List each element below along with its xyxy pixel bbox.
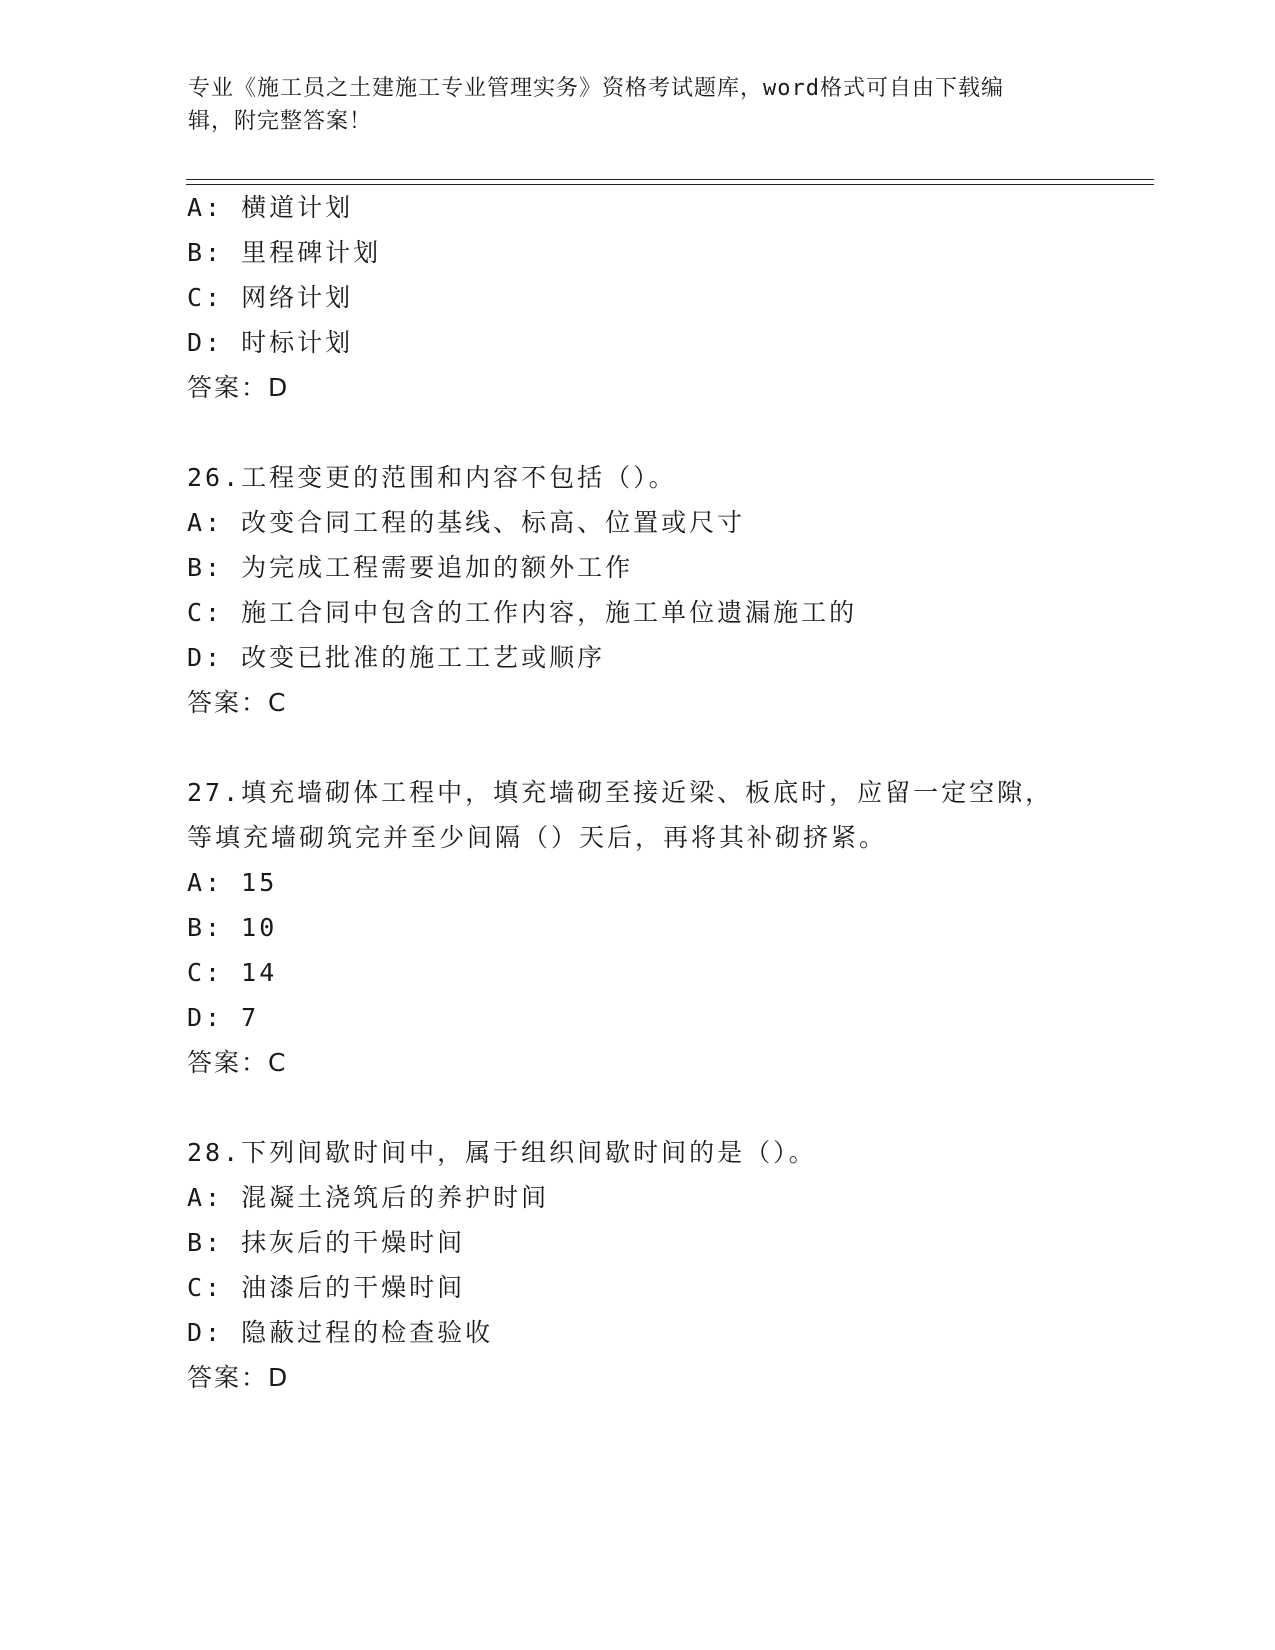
q26-option-c: C: 施工合同中包含的工作内容，施工单位遗漏施工的	[187, 598, 858, 627]
q26-option-b: B: 为完成工程需要追加的额外工作	[187, 553, 634, 582]
q28-answer: 答案：D	[187, 1363, 290, 1392]
q27-answer: 答案：C	[187, 1048, 288, 1077]
header-line-2: 辑，附完整答案！	[188, 109, 373, 134]
q26-option-a: A: 改变合同工程的基线、标高、位置或尺寸	[187, 508, 746, 537]
prev-answer: 答案：D	[187, 373, 290, 402]
q26-answer: 答案：C	[187, 688, 288, 717]
prev-option-a: A: 横道计划	[187, 193, 354, 222]
q27-stem-line-2: 等填充墙砌筑完并至少间隔（）天后，再将其补砌挤紧。	[187, 823, 888, 852]
q28-option-b: B: 抹灰后的干燥时间	[187, 1228, 466, 1257]
document-header	[188, 72, 1088, 138]
q27-option-c: C: 14	[187, 958, 278, 987]
q26-stem: 26.工程变更的范围和内容不包括（）。	[187, 463, 677, 492]
prev-option-b: B: 里程碑计划	[187, 238, 382, 267]
q28-stem: 28.下列间歇时间中，属于组织间歇时间的是（）。	[187, 1138, 817, 1167]
prev-option-c: C: 网络计划	[187, 283, 354, 312]
header-rule-top	[186, 179, 1154, 180]
q27-option-a: A: 15	[187, 868, 278, 897]
prev-option-d: D: 时标计划	[187, 328, 354, 357]
header-line-1: 专业《施工员之土建施工专业管理实务》资格考试题库，word格式可自由下载编	[188, 76, 1004, 101]
header-rule-bottom	[186, 184, 1154, 185]
q27-option-b: B: 10	[187, 913, 278, 942]
q27-stem-line-1: 27.填充墙砌体工程中，填充墙砌至接近梁、板底时，应留一定空隙，	[187, 778, 1054, 807]
q27-option-d: D: 7	[187, 1003, 260, 1032]
q28-option-d: D: 隐蔽过程的检查验收	[187, 1318, 494, 1347]
q28-option-c: C: 油漆后的干燥时间	[187, 1273, 466, 1302]
q26-option-d: D: 改变已批准的施工工艺或顺序	[187, 643, 606, 672]
q28-option-a: A: 混凝土浇筑后的养护时间	[187, 1183, 550, 1212]
